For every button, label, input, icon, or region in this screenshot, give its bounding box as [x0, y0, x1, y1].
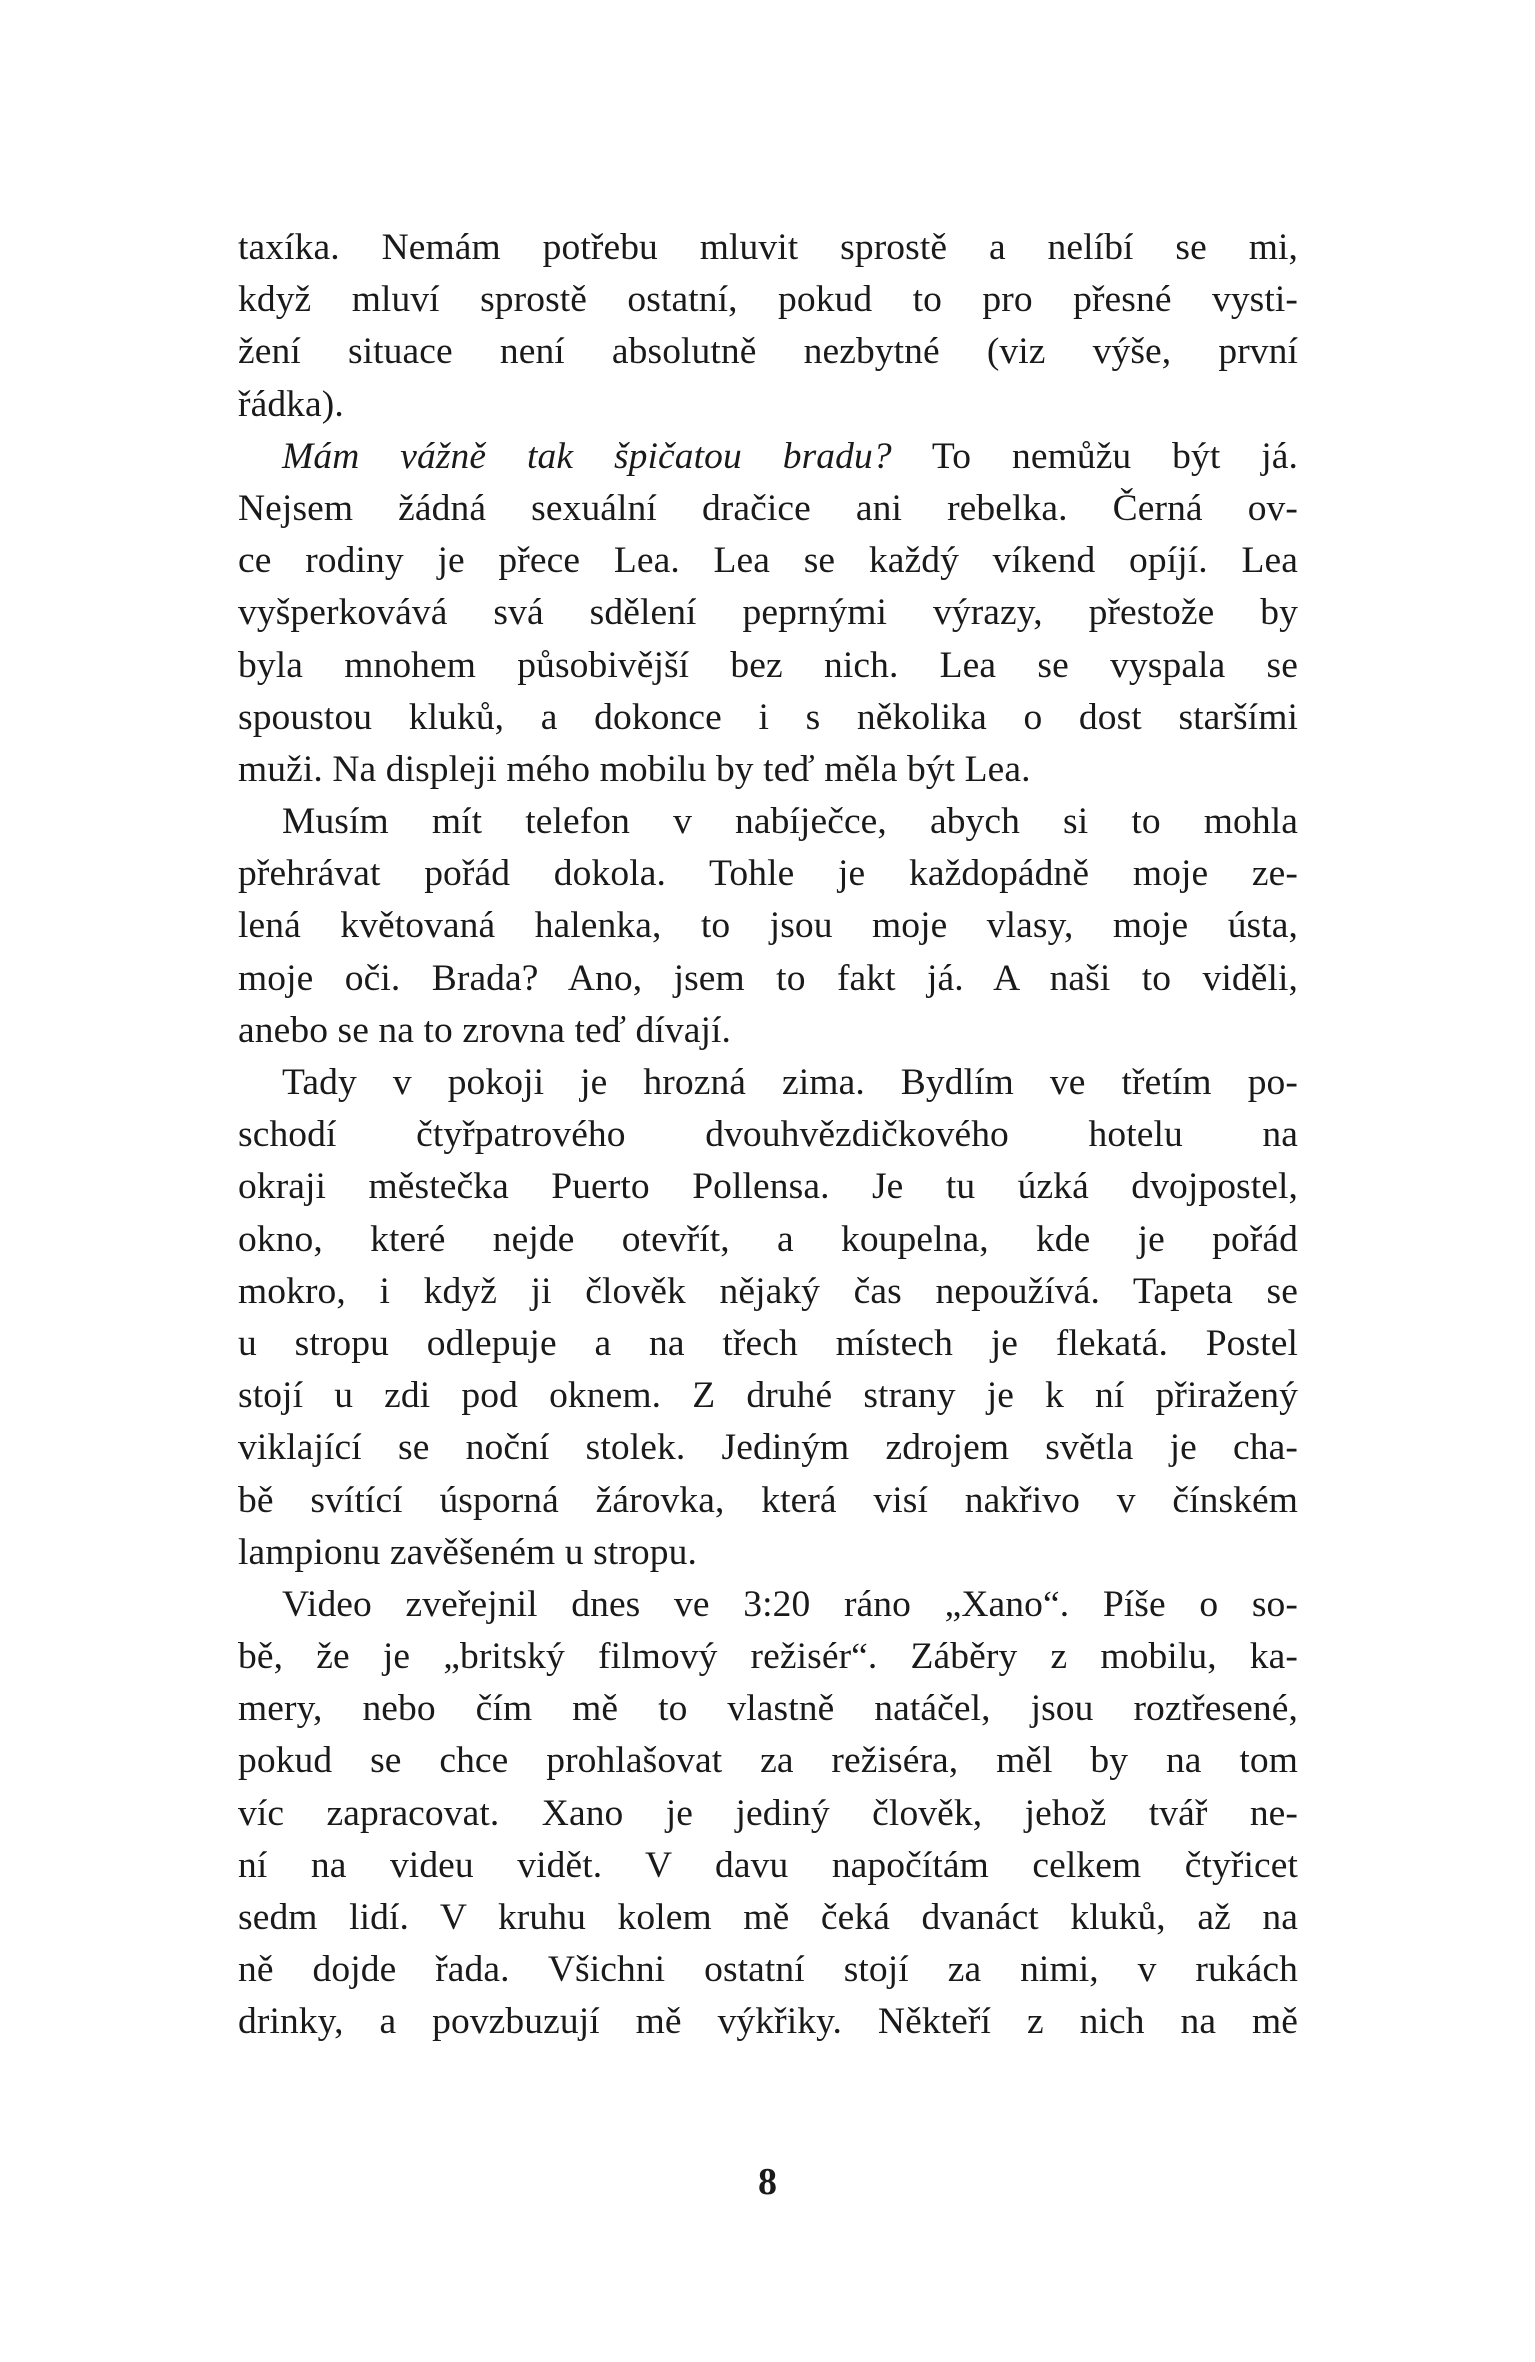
- text-line: vyšperkovává svá sdělení peprnými výrazy, přestože by: [238, 592, 1298, 634]
- text-line: spoustou kluků, a dokonce i s několika o dost staršími: [238, 696, 1298, 738]
- italic-thought: Mám vážně tak špičatou bradu?: [282, 435, 892, 477]
- text-line: ně dojde řada. Všichni ostatní stojí za nimi, v rukách: [238, 1949, 1298, 1991]
- text-line: Musím mít telefon v nabíječce, abych si to mohla: [282, 801, 1298, 843]
- text-line: mery, nebo čím mě to vlastně natáčel, jsou roztřesené,: [238, 1688, 1298, 1730]
- text-line: lampionu zavěšeném u stropu.: [238, 1531, 697, 1573]
- paragraph: [238, 431, 1298, 796]
- text-line: Video zveřejnil dnes ve 3:20 ráno „Xano“. Píše o so-: [282, 1583, 1298, 1625]
- text-line: stojí u zdi pod oknem. Z druhé strany je k ní přiražený: [238, 1375, 1298, 1417]
- text-line: [238, 431, 1298, 483]
- text-fragment: To nemůžu být já.: [891, 435, 1298, 477]
- text-line: okraji městečka Puerto Pollensa. Je tu úzká dvojpostel,: [238, 1166, 1298, 1208]
- text-line: u stropu odlepuje a na třech místech je flekatá. Postel: [238, 1322, 1298, 1364]
- body-text: [238, 222, 1298, 2049]
- text-line: žení situace není absolutně nezbytné (viz výše, první: [238, 331, 1298, 373]
- text-line: pokud se chce prohlašovat za režiséra, měl by na tom: [238, 1740, 1298, 1782]
- text-line: lená květovaná halenka, to jsou moje vlasy, moje ústa,: [238, 905, 1298, 947]
- paragraph: [238, 1057, 1298, 1579]
- text-line: mokro, i když ji člověk nějaký čas nepoužívá. Tapeta se: [238, 1270, 1298, 1312]
- text-line: muži. Na displeji mého mobilu by teď měla být Lea.: [238, 748, 1031, 790]
- text-line: Nejsem žádná sexuální dračice ani rebelka. Černá ov-: [238, 487, 1298, 529]
- paragraph: [238, 796, 1298, 1057]
- text-line: viklající se noční stolek. Jediným zdrojem světla je cha-: [238, 1427, 1298, 1469]
- text-line: řádka).: [238, 383, 344, 425]
- text-line: taxíka. Nemám potřebu mluvit sprostě a nelíbí se mi,: [238, 227, 1298, 268]
- text-line: když mluví sprostě ostatní, pokud to pro přesné vysti-: [238, 279, 1298, 321]
- text-line: okno, které nejde otevřít, a koupelna, kde je pořád: [238, 1218, 1298, 1260]
- text-line: víc zapracovat. Xano je jediný člověk, jehož tvář ne-: [238, 1792, 1298, 1834]
- text-line: anebo se na to zrovna teď dívají.: [238, 1009, 731, 1051]
- text-line: bě, že je „britský filmový režisér“. Záběry z mobilu, ka-: [238, 1636, 1298, 1678]
- paragraph: [238, 1579, 1298, 2049]
- text-line: ce rodiny je přece Lea. Lea se každý víkend opíjí. Lea: [238, 540, 1298, 582]
- text-line: sedm lidí. V kruhu kolem mě čeká dvanáct kluků, až na: [238, 1897, 1298, 1938]
- paragraph: [238, 222, 1298, 431]
- text-line: schodí čtyřpatrového dvouhvězdičkového hotelu na: [238, 1114, 1298, 1156]
- text-line: drinky, a povzbuzují mě výkřiky. Někteří z nich na mě: [238, 2001, 1298, 2043]
- text-line: bě svítící úsporná žárovka, která visí nakřivo v čínském: [238, 1479, 1298, 1521]
- text-line: Tady v pokoji je hrozná zima. Bydlím ve třetím po-: [282, 1062, 1298, 1103]
- page-number: 8: [758, 2161, 777, 2203]
- text-line: moje oči. Brada? Ano, jsem to fakt já. A naši to viděli,: [238, 957, 1298, 999]
- text-line: ní na videu vidět. V davu napočítám celkem čtyřicet: [238, 1844, 1298, 1886]
- text-line: byla mnohem působivější bez nich. Lea se vyspala se: [238, 644, 1298, 686]
- text-line: přehrávat pořád dokola. Tohle je každopádně moje ze-: [238, 853, 1298, 895]
